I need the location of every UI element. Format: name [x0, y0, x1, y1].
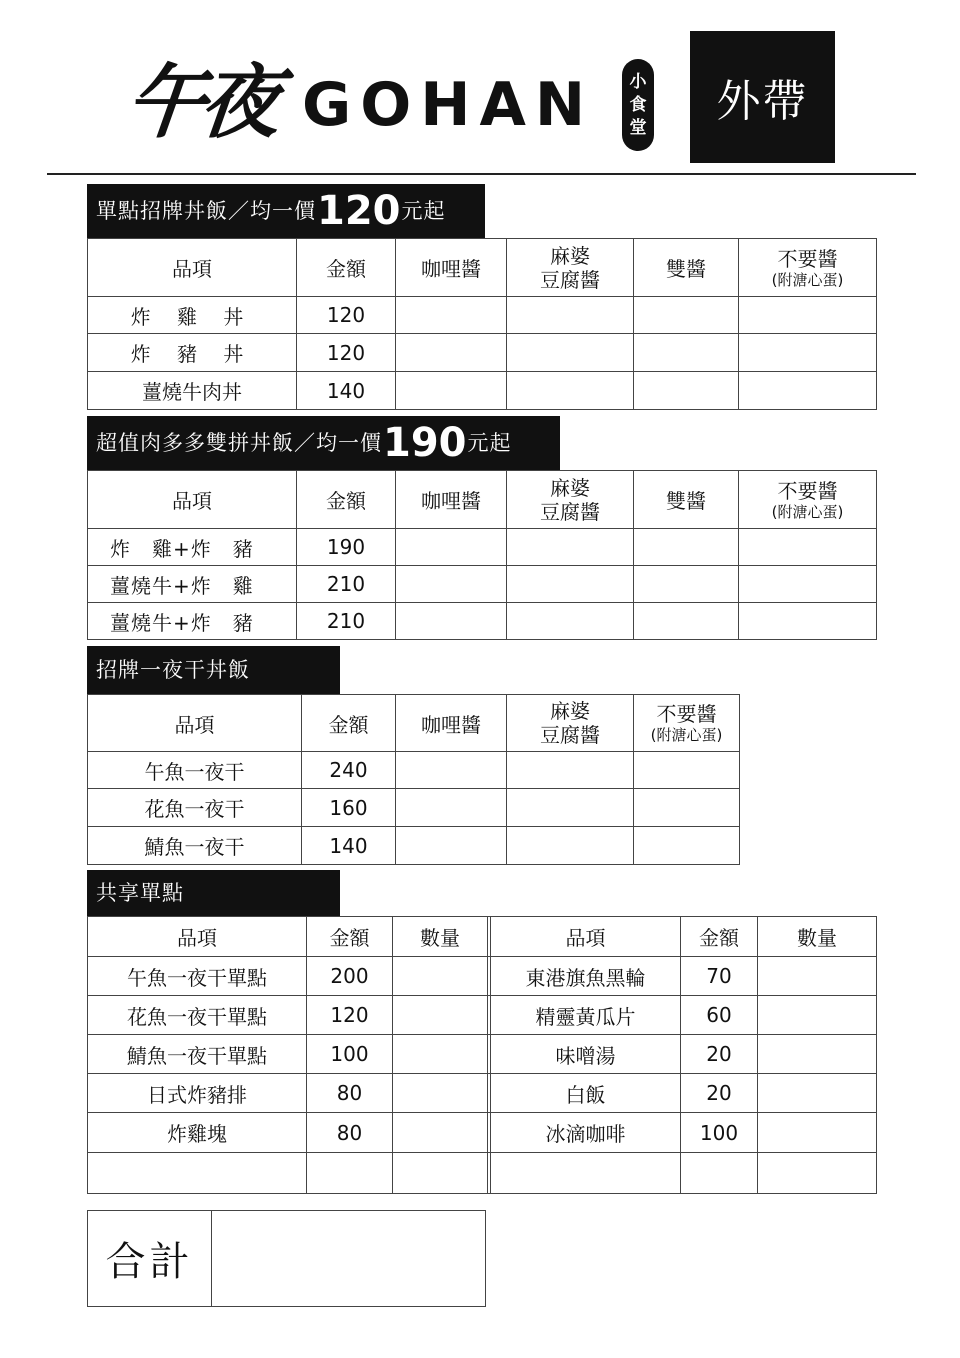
- table-row: [88, 566, 877, 603]
- item-name: 炸 雞 丼: [88, 297, 297, 334]
- item-price: 210: [297, 603, 396, 640]
- option-cell[interactable]: [634, 372, 739, 410]
- section-title-signature-don: [87, 184, 485, 238]
- blank-cell[interactable]: [681, 1153, 758, 1194]
- blank-cell[interactable]: [758, 1153, 877, 1194]
- option-cell[interactable]: [739, 297, 877, 334]
- table-row: [88, 827, 740, 865]
- sharing-table: [87, 916, 877, 1194]
- item-price: 20: [681, 1035, 758, 1074]
- header-price: 金額: [297, 471, 396, 529]
- table-row-blank: [88, 1153, 877, 1194]
- header-item: 品項: [88, 695, 302, 752]
- option-cell[interactable]: [396, 334, 507, 372]
- option-cell[interactable]: [634, 603, 739, 640]
- item-price: 60: [681, 996, 758, 1035]
- item-price: 120: [297, 334, 396, 372]
- item-name: 精靈黃瓜片: [491, 996, 681, 1035]
- option-cell[interactable]: [396, 529, 507, 566]
- item-price: 210: [297, 566, 396, 603]
- total-value-field[interactable]: [212, 1211, 485, 1306]
- header-mapo-sauce: 麻婆 豆腐醬: [507, 471, 634, 529]
- option-cell[interactable]: [634, 752, 740, 789]
- item-price: 80: [307, 1074, 393, 1113]
- header-price: 金額: [297, 239, 396, 297]
- table-row: [88, 1074, 877, 1113]
- option-cell[interactable]: [396, 297, 507, 334]
- header-item: 品項: [88, 471, 297, 529]
- header-quantity: 數量: [758, 917, 877, 957]
- option-cell[interactable]: [739, 603, 877, 640]
- table-row: [88, 1035, 877, 1074]
- section-title-double-don: [87, 416, 560, 470]
- option-cell[interactable]: [507, 372, 634, 410]
- option-cell[interactable]: [507, 334, 634, 372]
- table-header-row: [88, 917, 877, 957]
- item-price: 160: [302, 789, 396, 827]
- item-price: 200: [307, 957, 393, 996]
- blank-cell[interactable]: [393, 1153, 488, 1194]
- item-name: 冰滴咖啡: [491, 1113, 681, 1153]
- option-cell[interactable]: [507, 603, 634, 640]
- ichiyaboshi-table: [87, 694, 740, 865]
- table-header-row: [88, 239, 877, 297]
- quantity-cell[interactable]: [393, 996, 488, 1035]
- option-cell[interactable]: [507, 566, 634, 603]
- item-price: 140: [302, 827, 396, 865]
- item-price: 190: [297, 529, 396, 566]
- item-price: 140: [297, 372, 396, 410]
- table-row: [88, 603, 877, 640]
- item-name: 日式炸豬排: [88, 1074, 307, 1113]
- header-double-sauce: 雙醬: [634, 239, 739, 297]
- option-cell[interactable]: [634, 566, 739, 603]
- double-don-table: [87, 470, 877, 640]
- item-price: 240: [302, 752, 396, 789]
- item-name: 鯖魚一夜干: [88, 827, 302, 865]
- quantity-cell[interactable]: [393, 1074, 488, 1113]
- option-cell[interactable]: [507, 297, 634, 334]
- item-name: 午魚一夜干單點: [88, 957, 307, 996]
- brand-logo-latin: GOHAN: [302, 70, 595, 140]
- quantity-cell[interactable]: [393, 957, 488, 996]
- table-row: [88, 529, 877, 566]
- quantity-cell[interactable]: [758, 957, 877, 996]
- header-price: 金額: [307, 917, 393, 957]
- header-item: 品項: [88, 239, 297, 297]
- item-price: 120: [307, 996, 393, 1035]
- header-double-sauce: 雙醬: [634, 471, 739, 529]
- item-name: 薑燒牛+炸 豬: [88, 603, 297, 640]
- table-row: [88, 957, 877, 996]
- option-cell[interactable]: [396, 372, 507, 410]
- quantity-cell[interactable]: [758, 1035, 877, 1074]
- signature-don-table: [87, 238, 877, 410]
- quantity-cell[interactable]: [758, 1074, 877, 1113]
- item-name: 炸雞塊: [88, 1113, 307, 1153]
- takeout-label: 外帶: [690, 31, 835, 163]
- brand-badge: [622, 59, 654, 151]
- header-quantity: 數量: [393, 917, 488, 957]
- option-cell[interactable]: [396, 603, 507, 640]
- item-price: 100: [681, 1113, 758, 1153]
- option-cell[interactable]: [396, 566, 507, 603]
- table-header-row: [88, 471, 877, 529]
- quantity-cell[interactable]: [393, 1113, 488, 1153]
- quantity-cell[interactable]: [393, 1035, 488, 1074]
- header-no-sauce: 不要醬 (附溏心蛋): [739, 239, 877, 297]
- item-name: 東港旗魚黑輪: [491, 957, 681, 996]
- quantity-cell[interactable]: [758, 996, 877, 1035]
- item-name: 白飯: [491, 1074, 681, 1113]
- item-price: 80: [307, 1113, 393, 1153]
- header-divider: [47, 173, 916, 175]
- section-title-text: 單點招牌丼飯／均一價: [96, 198, 316, 223]
- header-curry-sauce: 咖哩醬: [396, 695, 507, 752]
- section-title-sharing: 共享單點: [87, 870, 340, 916]
- table-header-row: [88, 695, 740, 752]
- item-name: 味噌湯: [491, 1035, 681, 1074]
- option-cell[interactable]: [634, 334, 739, 372]
- option-cell[interactable]: [396, 789, 507, 827]
- table-row: [88, 297, 877, 334]
- item-price: 120: [297, 297, 396, 334]
- section-title-suffix: 元起: [401, 198, 446, 223]
- total-label: 合計: [88, 1211, 212, 1306]
- option-cell[interactable]: [739, 372, 877, 410]
- header-price: 金額: [302, 695, 396, 752]
- option-cell[interactable]: [396, 827, 507, 865]
- badge-char-1: 小: [629, 71, 647, 92]
- table-row: [88, 1113, 877, 1153]
- table-row: [88, 334, 877, 372]
- item-name: 鯖魚一夜干單點: [88, 1035, 307, 1074]
- item-name: 薑燒牛+炸 雞: [88, 566, 297, 603]
- table-row: [88, 372, 877, 410]
- table-row: [88, 996, 877, 1035]
- item-price: 70: [681, 957, 758, 996]
- header-curry-sauce: 咖哩醬: [396, 471, 507, 529]
- item-price: 20: [681, 1074, 758, 1113]
- section-title-text: 超值肉多多雙拼丼飯／均一價: [96, 430, 382, 455]
- item-price: 100: [307, 1035, 393, 1074]
- option-cell[interactable]: [507, 827, 634, 865]
- header-curry-sauce: 咖哩醬: [396, 239, 507, 297]
- blank-cell[interactable]: [491, 1153, 681, 1194]
- option-cell[interactable]: [507, 529, 634, 566]
- badge-char-3: 堂: [629, 117, 647, 138]
- item-name: 炸 雞+炸 豬: [88, 529, 297, 566]
- table-row: [88, 789, 740, 827]
- option-cell[interactable]: [507, 789, 634, 827]
- header-item: 品項: [88, 917, 307, 957]
- badge-char-2: 食: [629, 94, 647, 115]
- option-cell[interactable]: [739, 334, 877, 372]
- header-mapo-sauce: 麻婆 豆腐醬: [507, 695, 634, 752]
- option-cell[interactable]: [396, 752, 507, 789]
- section-title-ichiyaboshi: 招牌一夜干丼飯: [87, 646, 340, 694]
- header-mapo-sauce: 麻婆 豆腐醬: [507, 239, 634, 297]
- option-cell[interactable]: [739, 529, 877, 566]
- item-name: 午魚一夜干: [88, 752, 302, 789]
- option-cell[interactable]: [634, 529, 739, 566]
- option-cell[interactable]: [634, 827, 740, 865]
- quantity-cell[interactable]: [758, 1113, 877, 1153]
- header-no-sauce: 不要醬 (附溏心蛋): [739, 471, 877, 529]
- blank-cell[interactable]: [88, 1153, 307, 1194]
- header-item: 品項: [491, 917, 681, 957]
- item-name: 花魚一夜干單點: [88, 996, 307, 1035]
- table-row: [88, 752, 740, 789]
- brand-logo-kanji: 午夜: [121, 55, 279, 149]
- section-title-suffix: 元起: [467, 430, 512, 455]
- option-cell[interactable]: [739, 566, 877, 603]
- option-cell[interactable]: [507, 752, 634, 789]
- item-name: 炸 豬 丼: [88, 334, 297, 372]
- header-price: 金額: [681, 917, 758, 957]
- item-name: 花魚一夜干: [88, 789, 302, 827]
- option-cell[interactable]: [634, 789, 740, 827]
- blank-cell[interactable]: [307, 1153, 393, 1194]
- header-no-sauce: 不要醬 (附溏心蛋): [634, 695, 740, 752]
- section-title-price: 120: [317, 188, 401, 234]
- section-title-price: 190: [383, 420, 467, 466]
- option-cell[interactable]: [634, 297, 739, 334]
- item-name: 薑燒牛肉丼: [88, 372, 297, 410]
